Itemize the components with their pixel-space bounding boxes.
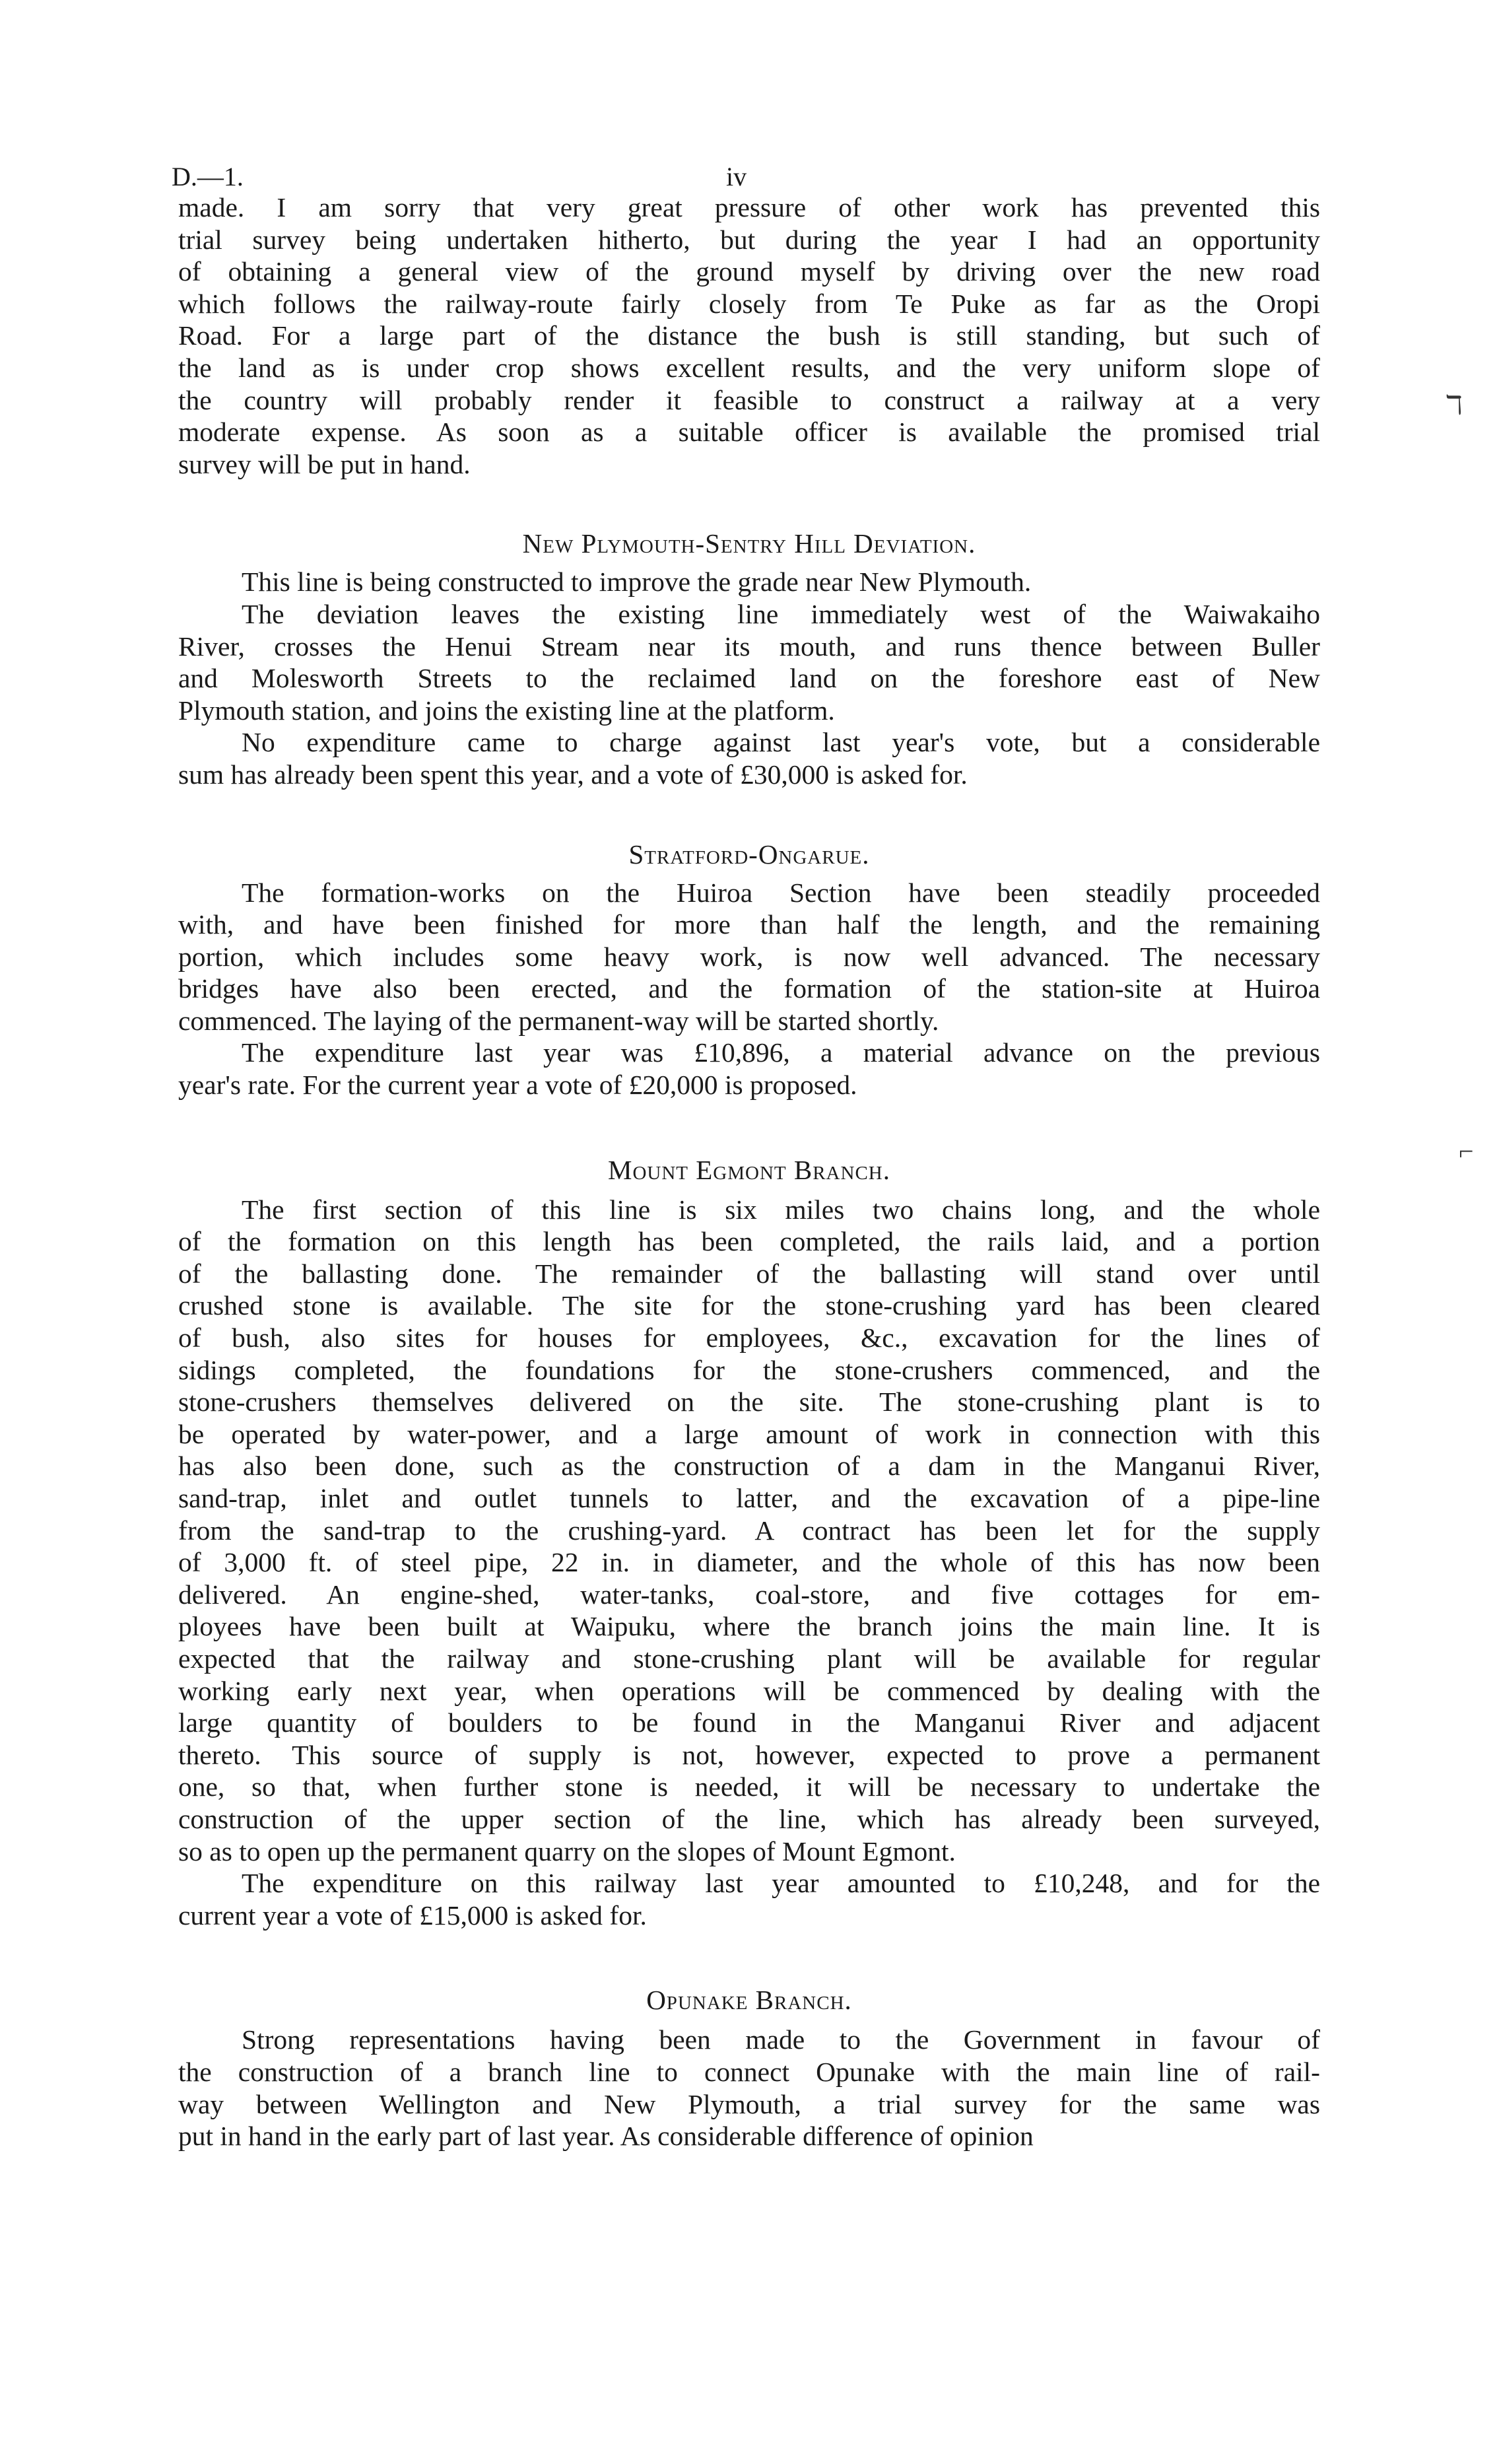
text-line: trial survey being undertaken hitherto, but during the year I had an opportunity — [178, 224, 1320, 255]
intro-paragraph — [178, 191, 1320, 480]
paragraph — [178, 2024, 1320, 2152]
section-heading: New Plymouth-Sentry Hill Deviation. — [522, 528, 976, 559]
text-line: The first section of this line is six miles two chains long, and the whole — [242, 1194, 1320, 1225]
paragraph — [178, 877, 1320, 1037]
page-number: iv — [726, 162, 747, 191]
text-line: The deviation leaves the existing line immediately west of the Waiwakaiho — [242, 598, 1320, 629]
text-line: the construction of a branch line to connect Opunake with the main line of rail- — [178, 2056, 1320, 2087]
text-line: thereto. This source of supply is not, however, expected to prove a permanent — [178, 1739, 1320, 1770]
text-line: No expenditure came to charge against last year's vote, but a considerable — [242, 727, 1320, 758]
text-line: construction of the upper section of the line, which has already been surveyed, — [178, 1803, 1320, 1834]
text-line: ployees have been built at Waipuku, where the branch joins the main line. It is — [178, 1611, 1320, 1642]
text-line: with, and have been finished for more than half the length, and the remaining — [178, 909, 1320, 940]
paragraph — [178, 726, 1320, 790]
text-line: year's rate. For the current year a vote of £20,000 is proposed. — [178, 1070, 857, 1101]
text-line: bridges have also been erected, and the formation of the station-site at Huiroa — [178, 973, 1320, 1004]
text-line: of the ballasting done. The remainder of the ballasting will stand over until — [178, 1258, 1320, 1289]
text-line: sand-trap, inlet and outlet tunnels to latter, and the excavation of a pipe-line — [178, 1483, 1320, 1513]
paragraph — [178, 1194, 1320, 1867]
sections-container — [178, 528, 1320, 2152]
text-line: moderate expense. As soon as a suitable officer is available the promised trial — [178, 417, 1320, 448]
paragraph — [178, 1867, 1320, 1931]
text-line: The expenditure on this railway last year amounted to £10,248, and for the — [242, 1868, 1320, 1899]
text-line: the country will probably render it feasible to construct a railway at a very — [178, 384, 1320, 415]
running-head — [172, 145, 1320, 191]
text-line: of 3,000 ft. of steel pipe, 22 in. in diameter, and the whole of this has now been — [178, 1547, 1320, 1578]
text-line: commenced. The laying of the permanent-way will be started shortly. — [178, 1005, 939, 1036]
text-line: sidings completed, the foundations for the stone-crushers commenced, and the — [178, 1354, 1320, 1385]
text-line: so as to open up the permanent quarry on the slopes of Mount Egmont. — [178, 1835, 956, 1866]
text-line: Road. For a large part of the distance the bush is still standing, but such of — [178, 320, 1320, 351]
text-line: one, so that, when further stone is needed, it will be necessary to undertake the — [178, 1771, 1320, 1802]
paragraph — [178, 566, 1320, 598]
text-line: Plymouth station, and joins the existing line at the platform. — [178, 695, 835, 726]
text-line: of the formation on this length has been completed, the rails laid, and a portion — [178, 1226, 1320, 1257]
paragraph — [178, 1037, 1320, 1101]
text-line: of bush, also sites for houses for employees, &c., excavation for the lines of — [178, 1322, 1320, 1353]
paragraph — [178, 598, 1320, 726]
text-line: stone-crushers themselves delivered on the site. The stone-crushing plant is to — [178, 1386, 1320, 1418]
text-line: The expenditure last year was £10,896, a material advance on the previous — [242, 1037, 1320, 1068]
section-heading: Opunake Branch. — [646, 1985, 852, 2016]
text-line: sum has already been spent this year, and a vote of £30,000 is asked for. — [178, 759, 968, 790]
text-line: and Molesworth Streets to the reclaimed land on the foreshore east of New — [178, 663, 1320, 694]
margin-annotation-mark: ⌐ — [1459, 1136, 1474, 1166]
section-heading: Stratford-Ongarue. — [628, 838, 870, 870]
text-line: crushed stone is available. The site for the stone-crushing yard has been cleared — [178, 1290, 1320, 1321]
text-line: way between Wellington and New Plymouth, a trial survey for the same was — [178, 2088, 1320, 2119]
text-line: expected that the railway and stone-crushing plant will be available for regular — [178, 1643, 1320, 1674]
section-heading: Mount Egmont Branch. — [608, 1154, 890, 1185]
margin-annotation-mark: ℸ — [1446, 390, 1463, 420]
document-page — [172, 145, 1320, 2152]
text-line: which follows the railway-route fairly closely from Te Puke as far as the Oropi — [178, 288, 1320, 319]
text-line: from the sand-trap to the crushing-yard. A contract has been let for the supply — [178, 1515, 1320, 1546]
text-line: large quantity of boulders to be found in the Manganui River and adjacent — [178, 1707, 1320, 1738]
document-code: D.—1. — [172, 162, 244, 191]
text-line: portion, which includes some heavy work, is now well advanced. The necessary — [178, 941, 1320, 972]
text-line: This line is being constructed to improve the grade near New Plymouth. — [242, 566, 1032, 598]
text-line: Strong representations having been made to the Government in favour of — [242, 2024, 1320, 2055]
text-line: survey will be put in hand. — [178, 448, 471, 479]
text-line: working early next year, when operations will be commenced by dealing with the — [178, 1675, 1320, 1706]
text-line: be operated by water-power, and a large amount of work in connection with this — [178, 1418, 1320, 1449]
text-line: The formation-works on the Huiroa Section have been steadily proceeded — [242, 877, 1320, 908]
text-line: the land as is under crop shows excellent results, and the very uniform slope of — [178, 352, 1320, 383]
text-line: made. I am sorry that very great pressure of other work has prevented this — [178, 192, 1320, 222]
text-line: current year a vote of £15,000 is asked for. — [178, 1899, 647, 1931]
text-line: of obtaining a general view of the ground myself by driving over the new road — [178, 256, 1320, 287]
text-line: has also been done, such as the construction of a dam in the Manganui River, — [178, 1451, 1320, 1482]
text-line: put in hand in the early part of last year. As considerable difference of opinion — [178, 2121, 1034, 2152]
text-line: River, crosses the Henui Stream near its mouth, and runs thence between Buller — [178, 631, 1320, 662]
text-line: delivered. An engine-shed, water-tanks, coal-store, and five cottages for em- — [178, 1579, 1320, 1610]
